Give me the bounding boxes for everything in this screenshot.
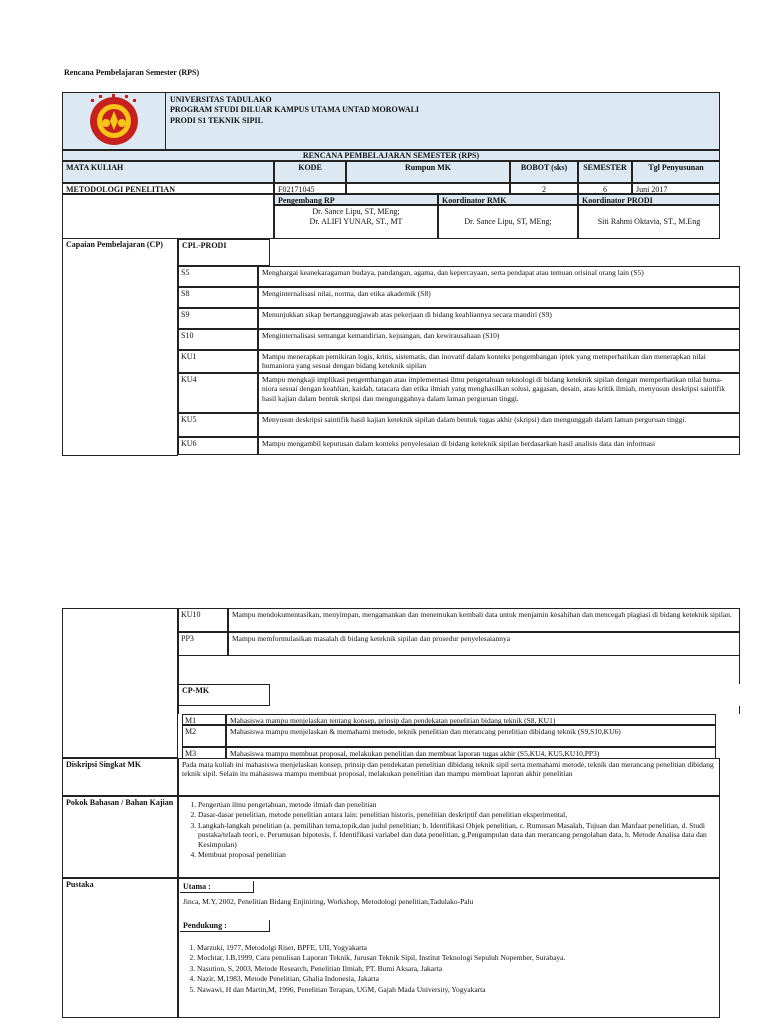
untad-logo-icon	[79, 94, 149, 148]
pokok-item: 1. Pengertian ilmu pengetahuan, metode ilmiah dan penelitian	[198, 800, 716, 809]
cpl-row	[178, 632, 740, 656]
cpl-code: KU1	[178, 350, 258, 373]
cpl-text: Mampu memformulasikan masalah di bidang keteknik sipilan dan prosedur penyelesaiannya	[228, 632, 740, 656]
cpl-code: S9	[178, 308, 258, 329]
pokok-item: 3. Langkah-langkah penelitian (a. pemilihan tema,topik,dan judul penelitian; b. Identifikasi Objek penelitian, c. Rumusan Masalah, Tujuan dan Manfaat penelitian, d. Studi pustaka/telaah teori, e. Perumusan hipotesis, f. Identifikasi variabel dan data penelitian, g.Pengumpulan data dan merancang pengolahan data, h. Metode Analisa data dan Kesimpulan)	[198, 821, 716, 849]
cpl-code: KU6	[178, 437, 258, 455]
cpl-code: KU10	[178, 608, 228, 632]
deskripsi-text: Pada mata kuliah ini mahasiswa menjelaskan konsep, prinsip dan pendekatan penelitian dibidang teknik sipil serta memahami metode, teknik dan merancang penelitian dibidang teknik sipil. Selain itu mahasiswa mampu membuat proposal, melakukan penelitian dan mampu membuat laporan akhir penelitian	[178, 758, 720, 796]
university-lines	[170, 95, 419, 126]
cpmk-spacer	[178, 706, 740, 714]
pokok-label: Pokok Bahasan / Bahan Kajian	[62, 796, 178, 878]
cpmk-text: Mahasiswa mampu menjelaskan tentang konsep, prinsip dan pendekatan penelitian bidang teknik (S8, KU1)	[226, 714, 716, 725]
pendukung-list	[181, 943, 715, 994]
cpl-code: KU5	[178, 413, 258, 437]
page2-left-blank	[62, 608, 178, 758]
pengembang-2: Dr. ALIFI YUNAR, ST., MT	[309, 216, 403, 226]
cpl-text: Mampu menerapkan pemikiran logis, kritis, sistematis, dan inovatif dalam konteks pengembangan iptek yang memperhatikan dan menerapkan nilai humaniora yang sesuai dengan bidang keteknik sipilan	[258, 350, 740, 373]
val-bobot: 2	[510, 183, 578, 194]
cpl-row	[178, 413, 740, 437]
logo-cell	[62, 92, 166, 150]
rps-section-title: RENCANA PEMBELAJARAN SEMESTER (RPS)	[62, 150, 720, 161]
university-name: UNIVERSITAS TADULAKO	[170, 95, 272, 104]
val-mata-kuliah: METODOLOGI PENELITIAN	[62, 183, 274, 194]
cpl-code: S5	[178, 266, 258, 287]
pokok-item: 4. Membuat proposal penelitian	[198, 850, 716, 859]
val-semester: 6	[578, 183, 632, 194]
cpl-code: S10	[178, 329, 258, 350]
pustaka-label: Pustaka	[62, 878, 178, 1018]
cp-label: Capaian Pembelajaran (CP)	[62, 239, 178, 456]
cpmk-text: Mahasiswa mampu menjelaskan & memahami metode, teknik penelitian dan merancang penelitian dibidang teknik (S9,S10,KU6)	[226, 725, 716, 747]
page2-spacer	[178, 656, 740, 684]
pendukung-label: Pendukung :	[180, 920, 270, 932]
cpl-row	[178, 350, 740, 373]
cpl-row	[178, 266, 740, 287]
val-rumpun	[346, 183, 510, 194]
cpl-row	[178, 608, 740, 632]
pokok-cell	[178, 796, 720, 878]
pengembang-names	[274, 205, 438, 239]
pengembang-1: Dr. Sance Lipu, ST, MEng;	[312, 207, 400, 216]
cpl-code: S8	[178, 287, 258, 308]
val-tgl: Juni 2017	[632, 183, 720, 194]
cpl-row	[178, 308, 740, 329]
cpl-text: Mampu mengkaji implikasi pengembangan atau implementasi ilmu pengetahuan teknologi di bidang keteknik sipilan dengan memperhatikan nilai huma-niora sesuai dengan keahlian, kaidah, tatacara dan etika ilmiah yang menghasilkan solusi, gagasan, desain, atau kritik ilmiah, menyusun deskripsi saintifik hasil kajian dalam bentuk skripsi dan mengunggahnya dalam laman perguruan tinggi.	[258, 373, 740, 413]
col-semester: SEMESTER	[578, 161, 632, 183]
cpmk-text: Mahasiswa mampu membuat proposal, melakukan penelitian dan membuat laporan tugas akhir (S5,KU4, KU5,KU10,PP3)	[226, 747, 716, 759]
cpmk-label: CP-MK	[178, 684, 270, 706]
cpl-row	[178, 373, 740, 413]
pendukung-item: 3. Nasution, S, 2003, Metode Research, Penelitian Ilmiah, PT. Bumi Aksara, Jakarta	[197, 964, 715, 973]
col-rumpun: Rumpun MK	[346, 161, 510, 183]
val-kode: F02171045	[274, 183, 346, 194]
pokok-item: 2. Dasar-dasar penelitian, metode penelitian antara lain: penelitian historis, penelitian deskriptif dan penelitian eksperimental,	[198, 810, 716, 819]
col-bobot: BOBOT (sks)	[510, 161, 578, 183]
koord-rmk-name: Dr. Sance Lipu, ST, MEng;	[438, 205, 578, 239]
program-name: PROGRAM STUDI DILUAR KAMPUS UTAMA UNTAD MOROWALI	[170, 105, 420, 115]
cpl-text: Mampu mendokumentasikan, menyimpan, mengamankan dan menemukan kembali data untuk menjamin kesahihan dan mencegah plagiasi di bidang keteknik sipilan.	[228, 608, 740, 632]
cpl-prodi-label: CPL-PRODI	[178, 239, 270, 266]
pokok-list	[182, 800, 716, 859]
col-tgl: Tgl Penyusunan	[632, 161, 720, 183]
pendukung-item: 5. Nawawi, H dan Martin,M, 1996, Penelitian Terapan, UGM, Gajah Mada University, Yogyakarta	[197, 985, 715, 994]
utama-label: Utama :	[180, 881, 254, 893]
col-koord-rmk: Koordinator RMK	[438, 194, 578, 205]
cpl-text: Menghargai keanekaragaman budaya, pandangan, agama, dan kepercayaan, serta pendapat atau temuan orisinal orang lain (S5)	[258, 266, 740, 287]
col-pengembang: Pengembang RP	[274, 194, 438, 205]
cpl-text: Menunjukkan sikap bertanggungjawab atas pekerjaan di bidang keahliannya secara mandiri (S9)	[258, 308, 740, 329]
pendukung-item: 4. Nazir, M,1983, Metode Penelitian, Ghalia Indonesia, Jakarta	[197, 974, 715, 983]
pendukung-item: 2. Mochtar, I.B,1999, Cara penulisan Laporan Teknik, Jurusan Teknik Sipil, Institut Teknologi Sepuluh Nopember, Surabaya.	[197, 953, 715, 962]
cpmk-code: M3	[182, 747, 226, 759]
cpl-code: PP3	[178, 632, 228, 656]
cpl-code: KU4	[178, 373, 258, 413]
blank-left-cell	[62, 194, 274, 239]
koord-prodi-name: Siti Rahmi Oktavia, ST., M.Eng	[578, 205, 720, 239]
cpmk-code: M1	[182, 714, 226, 725]
cpl-text: Menginternalisasi nilai, norma, dan etika akademik (S8)	[258, 287, 740, 308]
cpl-row	[178, 437, 740, 455]
cpl-text: Mampu mengambil keputusan dalam konteks penyelesaian di bidang keteknik sipilan berdasarkan hasil analisis data dan informasi	[258, 437, 740, 455]
col-koord-prodi: Koordinator PRODI	[578, 194, 720, 205]
pendukung-item: 1. Marzuki, 1977, Metodolgi Riset, BPFE, UII, Yogyakarta	[197, 943, 715, 952]
cpl-row	[178, 287, 740, 308]
cpl-text: Menginternalisasi semangat kemandirian, kejuangan, dan kewirausahaan (S10)	[258, 329, 740, 350]
cpl-row	[178, 329, 740, 350]
col-mata-kuliah: MATA KULIAH	[62, 161, 274, 183]
document-title: Rencana Pembelajaran Semester (RPS)	[64, 68, 200, 77]
cpmk-code: M2	[182, 725, 226, 747]
col-kode: KODE	[274, 161, 346, 183]
pendukung-cell	[178, 942, 718, 996]
deskripsi-label: Diskripsi Singkat MK	[62, 758, 178, 796]
utama-ref: Jinca, M.Y, 2002, Penelitian Bidang Enjiniring, Workshop, Metodologi penelitian,Tadulako-Palu	[183, 897, 474, 906]
cpl-text: Menyusun deskripsi saintifik hasil kajian keteknik sipilan dalam bentuk tugas akhir (skripsi) dan mengunggah dalam laman perguruan tinggi.	[258, 413, 740, 437]
prodi-name: PRODI S1 TEKNIK SIPIL	[170, 115, 263, 125]
